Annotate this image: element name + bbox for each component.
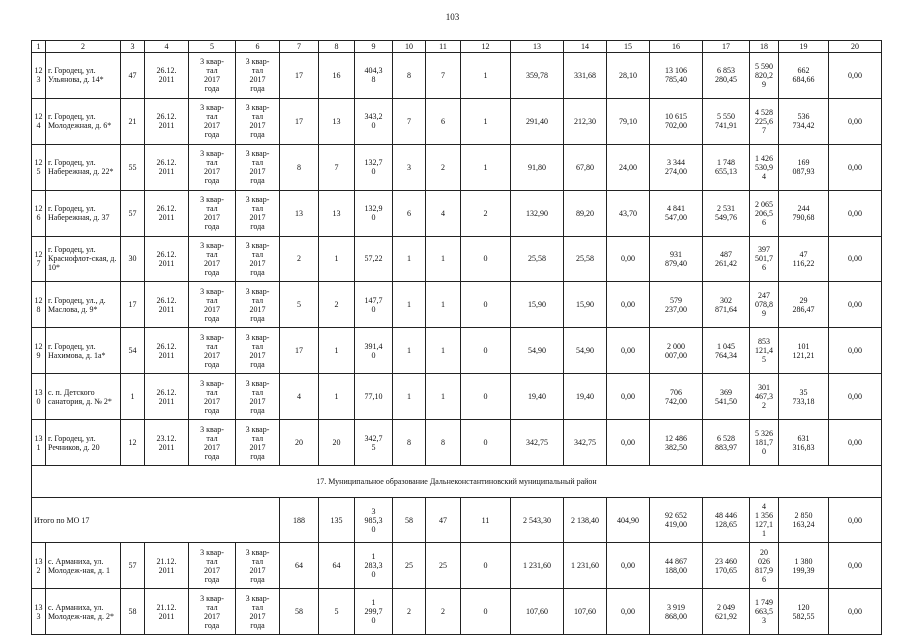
table-cell: 169 087,93 — [779, 144, 829, 190]
table-cell: 0,00 — [607, 328, 650, 374]
table-row — [32, 374, 882, 420]
table-cell: 14 — [564, 41, 607, 53]
table-cell: 404,3 8 — [355, 52, 393, 98]
table-body — [32, 41, 882, 635]
table-row — [32, 282, 882, 328]
table-cell: 1 — [121, 374, 145, 420]
table-cell: 26.12. 2011 — [145, 374, 189, 420]
table-cell: 35 733,18 — [779, 374, 829, 420]
table-cell: 15 — [607, 41, 650, 53]
table-cell: 0,00 — [829, 589, 882, 635]
table-cell: 132,9 0 — [355, 190, 393, 236]
table-cell: 58 — [393, 498, 426, 543]
table-cell: 2 065 206,5 6 — [750, 190, 779, 236]
table-cell: 12 3 — [32, 52, 46, 98]
table-cell: 3 квар- тал 2017 года — [189, 589, 236, 635]
table-cell: 7 — [426, 52, 461, 98]
table-cell: 13 2 — [32, 543, 46, 589]
table-cell: 57 — [121, 190, 145, 236]
table-cell: 1 — [426, 328, 461, 374]
table-cell: 0,00 — [829, 328, 882, 374]
table-cell: 343,2 0 — [355, 98, 393, 144]
page-number: 103 — [445, 12, 460, 22]
total-row — [32, 498, 882, 543]
table-cell: 21 — [121, 98, 145, 144]
table-cell: 12 486 382,50 — [650, 420, 703, 466]
table-cell: 26.12. 2011 — [145, 52, 189, 98]
table-cell: 147,7 0 — [355, 282, 393, 328]
table-cell: 342,7 5 — [355, 420, 393, 466]
table-cell: 3 квар- тал 2017 года — [236, 98, 280, 144]
table-cell: 0 — [461, 328, 511, 374]
table-cell: 1 426 530,9 4 — [750, 144, 779, 190]
table-cell: 25,58 — [511, 236, 564, 282]
table-cell: 1 — [32, 41, 46, 53]
table-cell: 10 615 702,00 — [650, 98, 703, 144]
table-cell: 2 — [280, 236, 319, 282]
table-cell: 0,00 — [829, 144, 882, 190]
table-cell: 5 — [280, 282, 319, 328]
table-cell: 5 — [319, 589, 355, 635]
table-cell: 1 749 663,5 3 — [750, 589, 779, 635]
table-cell: 12 4 — [32, 98, 46, 144]
table-cell: 2 — [426, 589, 461, 635]
table-cell: 47 — [121, 52, 145, 98]
table-cell: 3 — [393, 144, 426, 190]
table-cell: 15,90 — [511, 282, 564, 328]
table-cell: 57 — [121, 543, 145, 589]
table-cell: 20 026 817,9 6 — [750, 543, 779, 589]
table-cell: 706 742,00 — [650, 374, 703, 420]
table-cell: 57,22 — [355, 236, 393, 282]
table-cell: г. Городец, ул. Нахимова, д. 1а* — [46, 328, 121, 374]
table-cell: с. п. Детского санатория, д. № 2* — [46, 374, 121, 420]
table-cell: 67,80 — [564, 144, 607, 190]
table-cell: 19,40 — [511, 374, 564, 420]
table-cell: 3 квар- тал 2017 года — [236, 328, 280, 374]
table-cell: 853 121,4 5 — [750, 328, 779, 374]
table-cell: 931 879,40 — [650, 236, 703, 282]
table-cell: 0,00 — [607, 236, 650, 282]
table-cell: 0,00 — [829, 98, 882, 144]
table-cell: 3 — [121, 41, 145, 53]
table-cell: 2 000 007,00 — [650, 328, 703, 374]
table-cell: 89,20 — [564, 190, 607, 236]
table-cell: 3 квар- тал 2017 года — [236, 190, 280, 236]
table-cell: 1 — [393, 282, 426, 328]
table-cell: 0 — [461, 282, 511, 328]
table-cell: 3 квар- тал 2017 года — [189, 282, 236, 328]
table-cell: 2 531 549,76 — [703, 190, 750, 236]
table-cell: 2 — [426, 144, 461, 190]
table-cell: 13 — [511, 41, 564, 53]
table-cell: 2 138,40 — [564, 498, 607, 543]
table-row — [32, 144, 882, 190]
table-cell: 132,7 0 — [355, 144, 393, 190]
table-cell: 0,00 — [829, 543, 882, 589]
table-cell: 3 квар- тал 2017 года — [189, 52, 236, 98]
table-cell: 8 — [319, 41, 355, 53]
table-cell: 17. Муниципальное образование Дальнеконстантиновский муниципальный район — [32, 466, 882, 498]
table-cell: 135 — [319, 498, 355, 543]
table-cell: 54,90 — [511, 328, 564, 374]
table-cell: 4 841 547,00 — [650, 190, 703, 236]
table-cell: 25,58 — [564, 236, 607, 282]
table-cell: 15,90 — [564, 282, 607, 328]
table-cell: 4 — [145, 41, 189, 53]
table-cell: 12 6 — [32, 190, 46, 236]
table-cell: 3 квар- тал 2017 года — [189, 190, 236, 236]
table-cell: 301 467,3 2 — [750, 374, 779, 420]
table-cell: с. Арманиха, ул. Молодеж-ная, д. 2* — [46, 589, 121, 635]
table-cell: 17 — [280, 52, 319, 98]
table-row — [32, 589, 882, 635]
table-cell: 1 — [319, 236, 355, 282]
table-cell: 26.12. 2011 — [145, 236, 189, 282]
table-cell: 92 652 419,00 — [650, 498, 703, 543]
table-cell: 107,60 — [511, 589, 564, 635]
table-cell: 8 — [426, 420, 461, 466]
table-cell: 20 — [319, 420, 355, 466]
table-cell: 1 — [461, 144, 511, 190]
table-cell: г. Городец, ул. Речников, д. 20 — [46, 420, 121, 466]
table-row — [32, 328, 882, 374]
table-cell: 4 1 356 127,1 1 — [750, 498, 779, 543]
table-cell: 0,00 — [607, 282, 650, 328]
table-cell: 0,00 — [829, 190, 882, 236]
table-cell: 12 5 — [32, 144, 46, 190]
table-cell: 12 — [461, 41, 511, 53]
table-cell: 18 — [750, 41, 779, 53]
table-cell: 2 049 621,92 — [703, 589, 750, 635]
table-cell: 1 231,60 — [564, 543, 607, 589]
table-cell: 17 — [121, 282, 145, 328]
table-cell: 0,00 — [829, 236, 882, 282]
table-cell: 9 — [355, 41, 393, 53]
table-cell: с. Арманиха, ул. Молодеж-ная, д. 1 — [46, 543, 121, 589]
register-table — [31, 40, 882, 635]
table-cell: 1 748 655,13 — [703, 144, 750, 190]
table-cell: 26.12. 2011 — [145, 190, 189, 236]
table-cell: 43,70 — [607, 190, 650, 236]
table-cell: 369 541,50 — [703, 374, 750, 420]
table-cell: 5 590 820,2 9 — [750, 52, 779, 98]
table-cell: 2 — [393, 589, 426, 635]
table-cell: 244 790,68 — [779, 190, 829, 236]
table-cell: 23.12. 2011 — [145, 420, 189, 466]
table-cell: 0,00 — [607, 543, 650, 589]
table-cell: 3 квар- тал 2017 года — [236, 52, 280, 98]
table-cell: 1 — [461, 52, 511, 98]
table-cell: г. Городец, ул., д. Маслова, д. 9* — [46, 282, 121, 328]
table-cell: 1 — [319, 328, 355, 374]
table-cell: 16 — [319, 52, 355, 98]
table-cell: 6 853 280,45 — [703, 52, 750, 98]
table-cell: 6 528 883,97 — [703, 420, 750, 466]
table-cell: 13 — [319, 98, 355, 144]
table-cell: 3 квар- тал 2017 года — [236, 144, 280, 190]
table-cell: 120 582,55 — [779, 589, 829, 635]
table-cell: 3 квар- тал 2017 года — [236, 420, 280, 466]
table-cell: 1 — [393, 328, 426, 374]
table-cell: 47 — [426, 498, 461, 543]
table-cell: 1 — [393, 236, 426, 282]
table-cell: 26.12. 2011 — [145, 144, 189, 190]
table-cell: 91,80 — [511, 144, 564, 190]
table-cell: 3 919 868,00 — [650, 589, 703, 635]
table-cell: 0 — [461, 236, 511, 282]
table-cell: 5 — [189, 41, 236, 53]
table-cell: 2 — [319, 282, 355, 328]
table-cell: 3 квар- тал 2017 года — [236, 543, 280, 589]
table-cell: 19 — [779, 41, 829, 53]
table-cell: 28,10 — [607, 52, 650, 98]
table-cell: 6 — [393, 190, 426, 236]
table-cell: 0,00 — [607, 420, 650, 466]
table-cell: 29 286,47 — [779, 282, 829, 328]
table-cell: 1 — [393, 374, 426, 420]
table-cell: 107,60 — [564, 589, 607, 635]
table-cell: 0 — [461, 420, 511, 466]
table-cell: 4 — [280, 374, 319, 420]
table-row — [32, 236, 882, 282]
table-cell: 8 — [393, 420, 426, 466]
table-cell: 13 106 785,40 — [650, 52, 703, 98]
table-cell: г. Городец, ул. Молодежная, д. 6* — [46, 98, 121, 144]
table-cell: 359,78 — [511, 52, 564, 98]
table-cell: 1 045 764,34 — [703, 328, 750, 374]
table-cell: 19,40 — [564, 374, 607, 420]
table-cell: 579 237,00 — [650, 282, 703, 328]
table-cell: 79,10 — [607, 98, 650, 144]
table-cell: 3 квар- тал 2017 года — [236, 374, 280, 420]
table-cell: 212,30 — [564, 98, 607, 144]
table-cell: 3 квар- тал 2017 года — [189, 374, 236, 420]
table-cell: 54,90 — [564, 328, 607, 374]
table-cell: 487 261,42 — [703, 236, 750, 282]
table-cell: 0,00 — [829, 420, 882, 466]
table-cell: 4 — [426, 190, 461, 236]
table-cell: 2 850 163,24 — [779, 498, 829, 543]
table-cell: 13 — [280, 190, 319, 236]
table-cell: 26.12. 2011 — [145, 282, 189, 328]
table-cell: 397 501,7 6 — [750, 236, 779, 282]
table-cell: 331,68 — [564, 52, 607, 98]
table-cell: 342,75 — [511, 420, 564, 466]
table-cell: 3 квар- тал 2017 года — [189, 543, 236, 589]
table-cell: 302 871,64 — [703, 282, 750, 328]
table-cell: 6 — [236, 41, 280, 53]
table-cell: 54 — [121, 328, 145, 374]
section-title-row — [32, 466, 882, 498]
table-cell: 0 — [461, 589, 511, 635]
table-cell: 10 — [393, 41, 426, 53]
table-cell: 3 квар- тал 2017 года — [236, 282, 280, 328]
table-cell: 391,4 0 — [355, 328, 393, 374]
table-cell: 12 — [121, 420, 145, 466]
table-cell: 58 — [280, 589, 319, 635]
table-cell: 2 543,30 — [511, 498, 564, 543]
table-cell: 5 550 741,91 — [703, 98, 750, 144]
table-cell: 1 — [426, 236, 461, 282]
table-cell: 8 — [393, 52, 426, 98]
table-cell: 6 — [426, 98, 461, 144]
table-cell: 7 — [393, 98, 426, 144]
table-cell: 7 — [319, 144, 355, 190]
table-cell: 17 — [280, 98, 319, 144]
table-cell: 8 — [280, 144, 319, 190]
table-cell: 4 528 225,6 7 — [750, 98, 779, 144]
table-cell: 7 — [280, 41, 319, 53]
table-cell: 132,90 — [511, 190, 564, 236]
table-cell: 2 — [461, 190, 511, 236]
table-cell: 77,10 — [355, 374, 393, 420]
table-cell: 5 326 181,7 0 — [750, 420, 779, 466]
table-cell: 55 — [121, 144, 145, 190]
table-cell: Итого по МО 17 — [32, 498, 280, 543]
table-cell: 404,90 — [607, 498, 650, 543]
table-cell: 0,00 — [607, 374, 650, 420]
table-cell: 24,00 — [607, 144, 650, 190]
table-cell: 47 116,22 — [779, 236, 829, 282]
table-cell: 1 299,7 0 — [355, 589, 393, 635]
table-cell: 342,75 — [564, 420, 607, 466]
table-cell: 101 121,21 — [779, 328, 829, 374]
table-cell: 247 078,8 9 — [750, 282, 779, 328]
table-cell: 13 — [319, 190, 355, 236]
table-cell: 662 684,66 — [779, 52, 829, 98]
table-cell: г. Городец, ул. Набережная, д. 37 — [46, 190, 121, 236]
table-cell: 0,00 — [829, 52, 882, 98]
table-cell: 3 квар- тал 2017 года — [189, 420, 236, 466]
table-cell: 536 734,42 — [779, 98, 829, 144]
table-cell: 1 — [426, 374, 461, 420]
table-cell: 21.12. 2011 — [145, 543, 189, 589]
table-cell: 44 867 188,00 — [650, 543, 703, 589]
table-cell: 0,00 — [607, 589, 650, 635]
table-cell: 3 985,3 0 — [355, 498, 393, 543]
table-cell: 58 — [121, 589, 145, 635]
table-row — [32, 420, 882, 466]
table-cell: 1 — [426, 282, 461, 328]
table-cell: 3 квар- тал 2017 года — [189, 236, 236, 282]
table-cell: 17 — [703, 41, 750, 53]
table-cell: 17 — [280, 328, 319, 374]
table-cell: 0,00 — [829, 282, 882, 328]
table-cell: 291,40 — [511, 98, 564, 144]
table-cell: 0,00 — [829, 498, 882, 543]
table-cell: 30 — [121, 236, 145, 282]
table-cell: 3 344 274,00 — [650, 144, 703, 190]
table-cell: 20 — [280, 420, 319, 466]
table-cell: 26.12. 2011 — [145, 98, 189, 144]
table-row — [32, 190, 882, 236]
table-cell: 64 — [319, 543, 355, 589]
table-cell: 64 — [280, 543, 319, 589]
table-cell: 1 — [319, 374, 355, 420]
table-cell: 1 283,3 0 — [355, 543, 393, 589]
table-cell: 13 0 — [32, 374, 46, 420]
table-cell: 12 8 — [32, 282, 46, 328]
table-cell: 3 квар- тал 2017 года — [189, 144, 236, 190]
table-cell: 16 — [650, 41, 703, 53]
table-cell: 1 380 199,39 — [779, 543, 829, 589]
table-cell: 12 7 — [32, 236, 46, 282]
column-number-row — [32, 41, 882, 53]
table-cell: 25 — [393, 543, 426, 589]
table-cell: 3 квар- тал 2017 года — [236, 236, 280, 282]
table-cell: 26.12. 2011 — [145, 328, 189, 374]
table-cell: г. Городец, ул. Краснофлот-ская, д. 10* — [46, 236, 121, 282]
table-cell: 188 — [280, 498, 319, 543]
table-cell: 25 — [426, 543, 461, 589]
table-cell: 0,00 — [829, 374, 882, 420]
table-cell: 11 — [461, 498, 511, 543]
table-cell: 21.12. 2011 — [145, 589, 189, 635]
table-cell: 3 квар- тал 2017 года — [189, 328, 236, 374]
table-row — [32, 52, 882, 98]
table-cell: 23 460 170,65 — [703, 543, 750, 589]
table-cell: 13 1 — [32, 420, 46, 466]
table-cell: г. Городец, ул. Ульянова, д. 14* — [46, 52, 121, 98]
table-cell: 1 231,60 — [511, 543, 564, 589]
table-cell: г. Городец, ул. Набережная, д. 22* — [46, 144, 121, 190]
table-cell: 3 квар- тал 2017 года — [236, 589, 280, 635]
table-cell: 631 316,83 — [779, 420, 829, 466]
table-cell: 48 446 128,65 — [703, 498, 750, 543]
table-cell: 3 квар- тал 2017 года — [189, 98, 236, 144]
table-cell: 2 — [46, 41, 121, 53]
table-row — [32, 98, 882, 144]
table-cell: 13 3 — [32, 589, 46, 635]
table-cell: 1 — [461, 98, 511, 144]
table-cell: 11 — [426, 41, 461, 53]
table-cell: 0 — [461, 374, 511, 420]
table-cell: 0 — [461, 543, 511, 589]
table-cell: 20 — [829, 41, 882, 53]
table-row — [32, 543, 882, 589]
table-cell: 12 9 — [32, 328, 46, 374]
